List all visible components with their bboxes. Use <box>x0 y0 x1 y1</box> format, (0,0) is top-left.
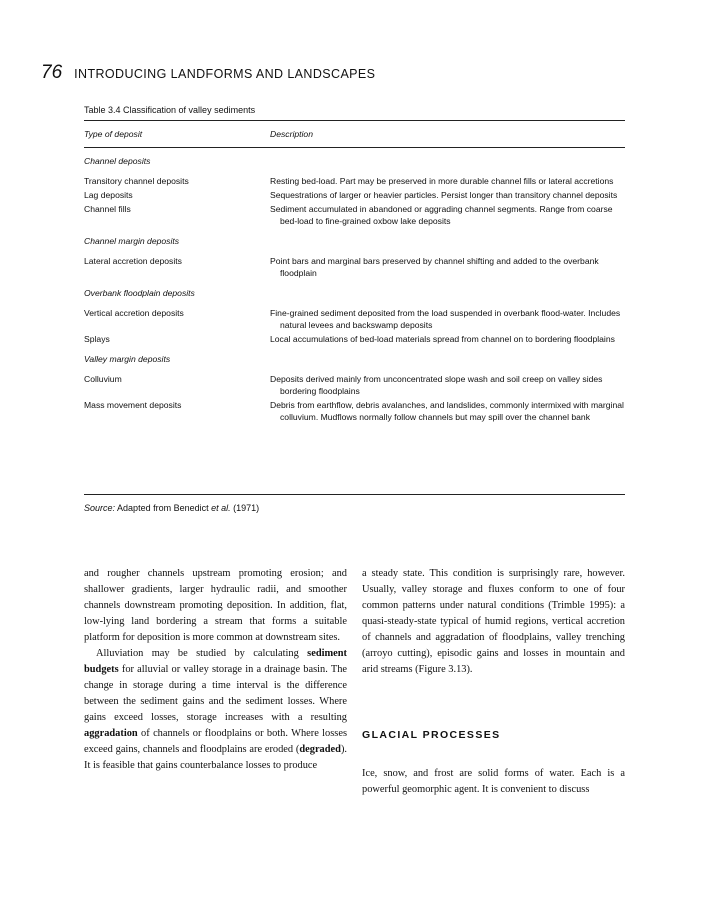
column-header-type: Type of deposit <box>84 129 143 139</box>
source-et-al: et al. <box>211 503 231 513</box>
deposit-description: Sequestrations of larger or heavier particles. Persist longer than transitory channel deposits <box>270 190 618 200</box>
table-source <box>84 503 259 513</box>
deposit-description: Fine-grained sediment deposited from the load suspended in overbank flood-water. Includes natural levees and backswamp deposits <box>270 308 621 330</box>
deposit-type: Mass movement deposits <box>84 400 182 410</box>
paragraph: and rougher channels upstream promoting erosion; and shallower gradients, larger hydraulic radii, and smoother channels downstream promoting deposition. In addition, flat, low-lying land bordering a stream that forms a suitable platform for deposition is more common at downstream sites. <box>84 568 347 643</box>
table-caption: Table 3.4 Classification of valley sediments <box>84 105 256 115</box>
source-year: (1971) <box>230 503 260 513</box>
deposit-type: Splays <box>84 334 110 344</box>
source-text: Adapted from Benedict <box>117 503 212 513</box>
table-body <box>84 147 625 423</box>
group-label: Channel margin deposits <box>84 236 180 246</box>
table-bottom-rule <box>84 494 625 495</box>
deposit-description: Deposits derived mainly from unconcentrated slope wash and soil creep on valley sides bordering floodplains <box>270 374 603 396</box>
table-header-row <box>84 128 625 147</box>
column-header-description: Description <box>270 129 313 139</box>
deposit-description: Sediment accumulated in abandoned or aggrading channel segments. Range from coarse bed-load to fine-grained oxbow lake deposits <box>270 204 613 226</box>
page-number: 76 <box>41 62 63 83</box>
deposit-type: Vertical accretion deposits <box>84 308 184 318</box>
deposit-description: Point bars and marginal bars preserved by channel shifting and added to the overbank floodplain <box>270 256 599 278</box>
table-row <box>84 333 625 345</box>
term-aggradation: aggradation <box>84 728 138 739</box>
body-column-right <box>362 566 625 798</box>
table-row <box>84 307 625 331</box>
table-row <box>84 255 625 279</box>
paragraph: Ice, snow, and frost are solid forms of water. Each is a powerful geomorphic agent. It is convenient to discuss <box>362 768 625 795</box>
term-degraded: degraded <box>299 744 341 755</box>
term-sediment-budgets: sediment budgets <box>84 648 347 675</box>
deposit-description: Local accumulations of bed-load materials spread from channel on to bordering floodplains <box>270 334 615 344</box>
group-label: Valley margin deposits <box>84 354 171 364</box>
sediment-table <box>84 128 625 425</box>
group-label: Channel deposits <box>84 156 151 166</box>
deposit-type: Colluvium <box>84 374 122 384</box>
deposit-type: Channel fills <box>84 204 131 214</box>
table-row <box>84 399 625 423</box>
deposit-type: Transitory channel deposits <box>84 176 189 186</box>
table-row <box>84 189 625 201</box>
paragraph: a steady state. This condition is surprisingly rare, however. Usually, valley storage and fluxes conform to one of four common patterns under natural conditions (Trimble 1995): a quasi-steady-state typical of humid regions, vertical accretion of channels and aggradation of floodplains, valley trenching (arroyo cutting), episodic gains and losses in mountain and arid streams (Figure 3.13). <box>362 568 625 675</box>
group-label: Overbank floodplain deposits <box>84 288 195 298</box>
deposit-description: Resting bed-load. Part may be preserved in more durable channel fills or lateral accretions <box>270 176 614 186</box>
paragraph: Alluviation may be studied by calculating sediment budgets for alluvial or valley storage in a drainage basin. The change in storage during a time interval is the difference between the sediment gains and the sediment losses. Where gains exceed losses, storage increases with a resulting aggradation of channels or floodplains or both. Where losses exceed gains, channels and floodplains are eroded (degraded). It is feasible that gains counterbalance losses to produce <box>84 648 347 771</box>
deposit-description: Debris from earthflow, debris avalanches, and landslides, commonly intermixed with marginal colluvium. Mudflows normally follow channels but may spill over the channel bank <box>270 400 624 422</box>
table-top-rule <box>84 120 625 121</box>
table-row <box>84 175 625 187</box>
body-column-left <box>84 566 347 774</box>
section-heading: GLACIAL PROCESSES <box>362 729 501 741</box>
running-head: INTRODUCING LANDFORMS AND LANDSCAPES <box>74 67 376 81</box>
deposit-type: Lateral accretion deposits <box>84 256 182 266</box>
page-header <box>41 62 375 84</box>
deposit-type: Lag deposits <box>84 190 133 200</box>
table-row <box>84 373 625 397</box>
table-row <box>84 203 625 227</box>
source-label: Source: <box>84 503 116 513</box>
